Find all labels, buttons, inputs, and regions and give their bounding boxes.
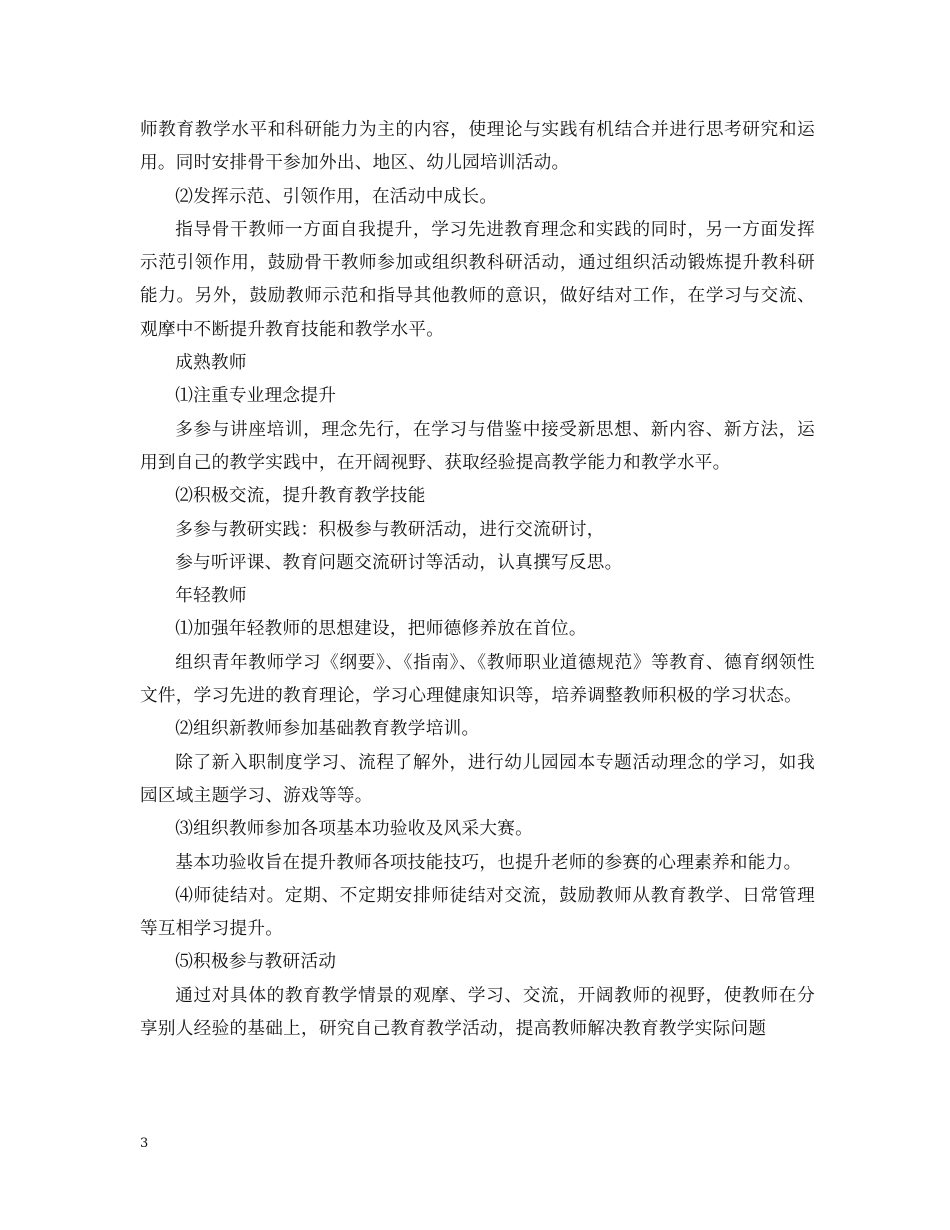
paragraph: ⑶组织教师参加各项基本功验收及风采大赛。 [175, 819, 534, 840]
paragraph: 组织青年教师学习《纲要》、《指南》、《教师职业道德规范》等教育、德育纲领性文件，学习先进的教育理论，学习心理健康知识等，培养调整教师积极的学习状态。 [140, 652, 815, 707]
paragraph: 指导骨干教师一方面自我提升，学习先进教育理念和实践的同时，另一方面发挥示范引领作用，鼓励骨干教师参加或组织教科研活动，通过组织活动锻炼提升教科研能力。另外，鼓励教师示范和指导其他教师的意识，做好结对工作，在学习与交流、观摩中不断提升教育技能和教学水平。 [140, 219, 815, 340]
paragraph: 参与听评课、教育问题交流研讨等活动，认真撰写反思。 [175, 552, 623, 573]
paragraph: ⑵积极交流，提升教育教学技能 [175, 486, 426, 507]
paragraph: 多参与讲座培训，理念先行，在学习与借鉴中接受新思想、新内容、新方法，运用到自己的教学实践中，在开阔视野、获取经验提高教学能力和教学水平。 [140, 419, 815, 473]
paragraph: ⑴注重专业理念提升 [175, 386, 337, 407]
paragraph: ⑴加强年轻教师的思想建设，把师德修养放在首位。 [175, 619, 587, 640]
paragraph: ⑵发挥示范、引领作用，在活动中成长。 [175, 186, 498, 207]
document-body [140, 114, 815, 1046]
page-number: 3 [140, 1136, 149, 1151]
paragraph: ⑵组织新教师参加基础教育教学培训。 [175, 719, 480, 740]
paragraph: 通过对具体的教育教学情景的观摩、学习、交流，开阔教师的视野，使教师在分享别人经验的基础上，研究自己教育教学活动，提高教师解决教育教学实际问题 [140, 985, 815, 1040]
section-heading: 成熟教师 [175, 353, 247, 374]
paragraph: ⑸积极参与教研活动 [175, 952, 337, 973]
paragraph: 基本功验收旨在提升教师各项技能技巧，也提升老师的参赛的心理素养和能力。 [175, 852, 802, 873]
paragraph: 师教育教学水平和科研能力为主的内容，使理论与实践有机结合并进行思考研究和运用。同时安排骨干参加外出、地区、幼儿园培训活动。 [140, 120, 815, 174]
paragraph: 多参与教研实践：积极参与教研活动，进行交流研讨， [175, 519, 605, 540]
paragraph: 除了新入职制度学习、流程了解外，进行幼儿园园本专题活动理念的学习，如我园区域主题学习、游戏等等。 [140, 752, 815, 806]
paragraph: ⑷师徒结对。定期、不定期安排师徒结对交流，鼓励教师从教育教学、日常管理等互相学习提升。 [140, 885, 815, 940]
section-heading: 年轻教师 [175, 586, 247, 607]
